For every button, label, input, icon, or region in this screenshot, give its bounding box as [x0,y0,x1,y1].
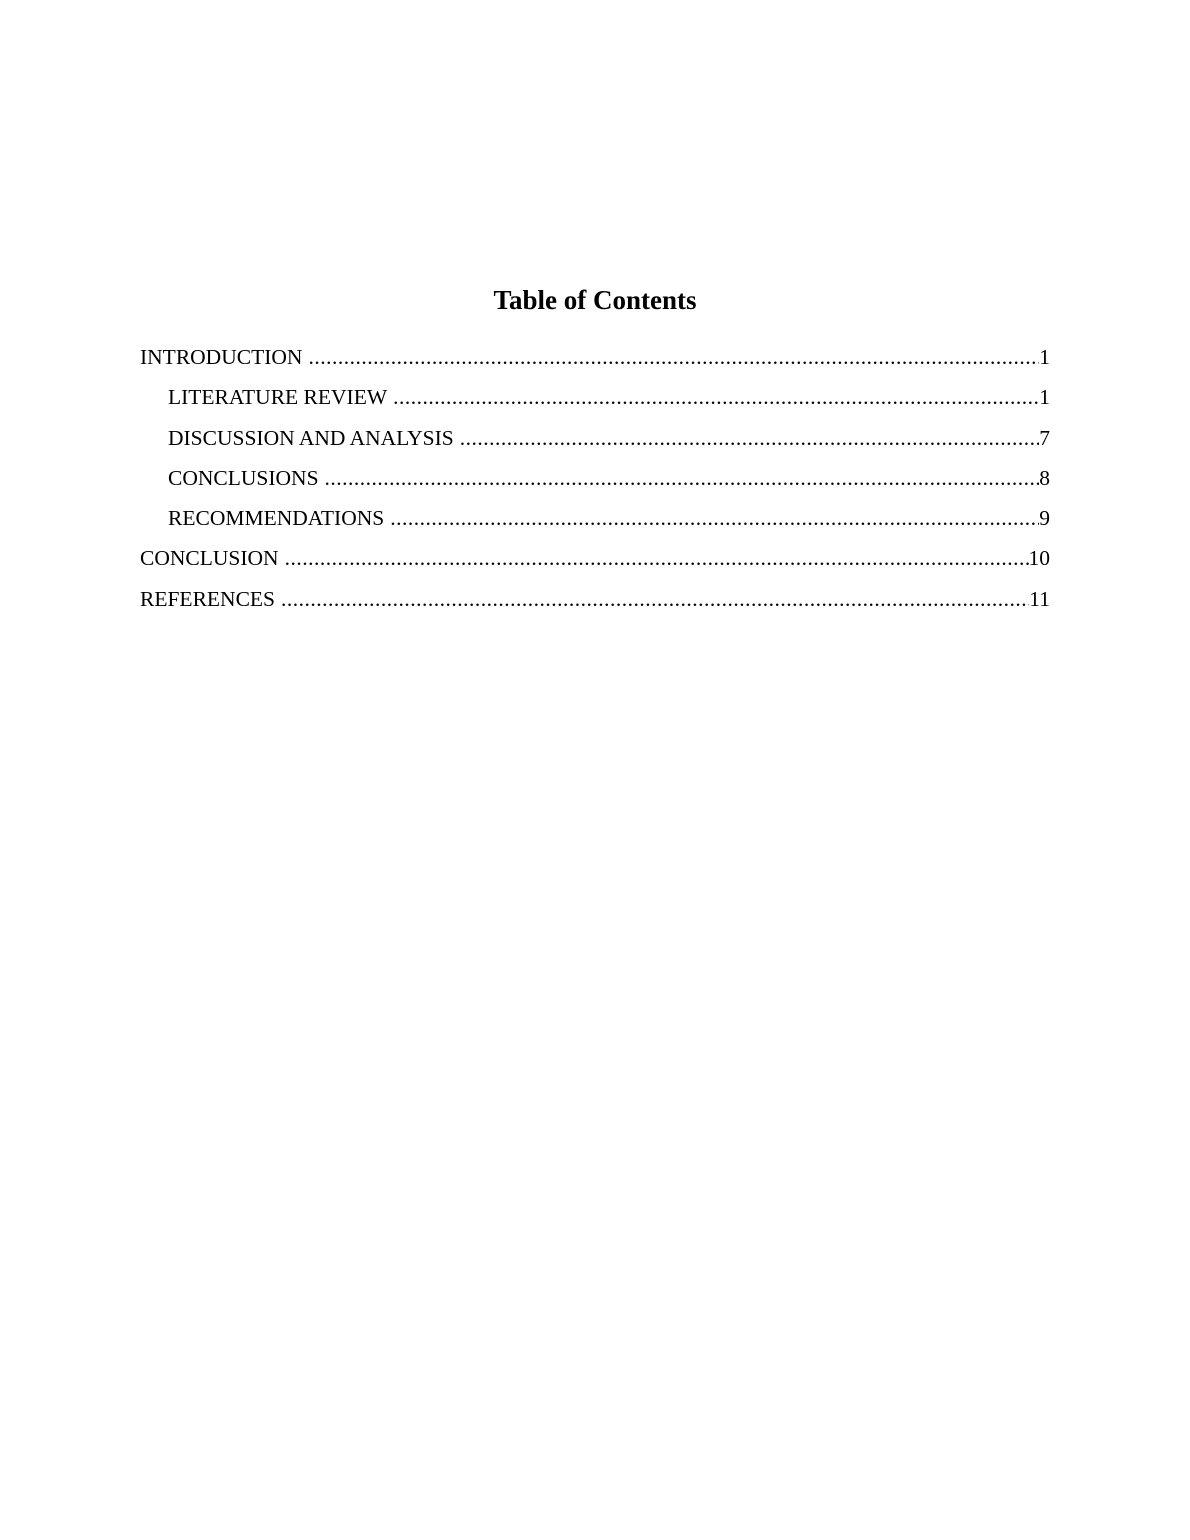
toc-title: Table of Contents [493,285,697,315]
toc-page-number: 9 [1039,506,1050,531]
toc-entry-label: LITERATURE REVIEW [168,385,388,410]
toc-entry-label: DISCUSSION AND ANALYSIS [168,425,454,450]
toc-dot-leader [281,582,1029,616]
toc-dot-leader [460,421,1039,455]
toc-page-number: 7 [1039,425,1050,450]
toc-page-number: 1 [1039,385,1050,410]
toc-entry-conclusions[interactable] [140,461,1050,501]
toc-dot-leader [393,380,1039,414]
toc-entry-literature-review[interactable] [140,380,1050,420]
toc-page-number: 8 [1039,465,1050,490]
toc-entry-label: RECOMMENDATIONS [168,506,385,531]
toc-entry-introduction[interactable] [140,340,1050,380]
toc-entry-recommendations[interactable] [140,501,1050,541]
toc-entry-references[interactable] [140,582,1050,622]
toc-page-number: 11 [1029,586,1050,611]
toc-dot-leader [308,340,1039,374]
toc-entry-label: REFERENCES [140,586,275,611]
toc-entry-discussion-and-analysis[interactable] [140,421,1050,461]
toc-entry-label: INTRODUCTION [140,345,303,369]
toc-entry-conclusion[interactable] [140,541,1050,581]
toc-page-number: 1 [1039,345,1050,369]
toc-dot-leader [285,541,1029,575]
toc-list [140,340,1050,622]
toc-entry-label: CONCLUSION [140,546,279,571]
toc-page-number: 10 [1028,546,1050,571]
toc-dot-leader [325,461,1040,495]
toc-entry-label: CONCLUSIONS [168,465,319,490]
toc-dot-leader [390,501,1039,535]
